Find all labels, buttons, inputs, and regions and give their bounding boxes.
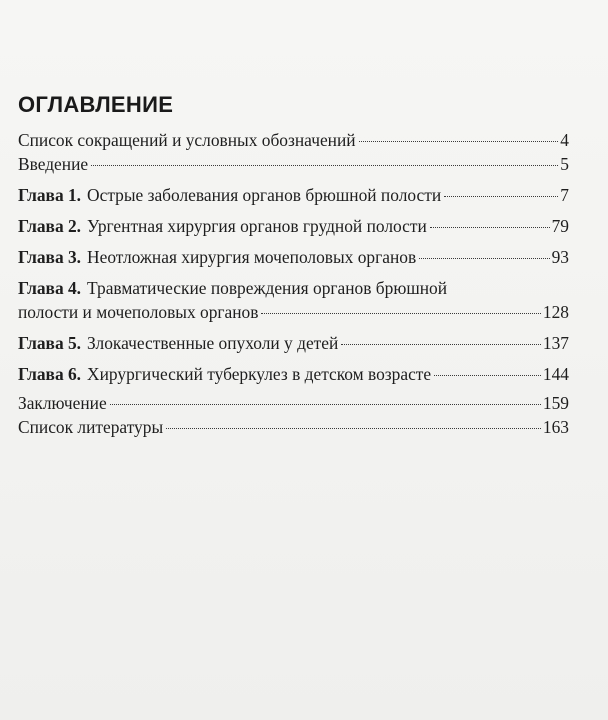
toc-entry-abbreviations	[18, 128, 569, 152]
toc-entry-chapter-6	[18, 362, 569, 386]
chapter-label: Глава 4.	[18, 278, 82, 298]
chapter-label: Глава 1.	[18, 185, 82, 205]
table-of-contents	[18, 128, 569, 439]
dot-leader	[341, 344, 541, 345]
toc-entry-chapter-3	[18, 245, 569, 269]
toc-entry-title: Ургентная хирургия органов грудной полости	[87, 216, 427, 236]
toc-entry-title: Список литературы	[18, 417, 164, 437]
toc-entry-title-line1: Травматические повреждения органов брюшной	[87, 278, 448, 298]
toc-entry-introduction	[18, 152, 569, 176]
dot-leader	[359, 141, 559, 142]
toc-entry-title: Введение	[18, 154, 89, 174]
toc-entry-title: Злокачественные опухоли у детей	[87, 333, 339, 353]
chapter-label: Глава 2.	[18, 216, 82, 236]
toc-page-number: 93	[551, 247, 569, 267]
toc-entry-title: Заключение	[18, 393, 107, 413]
dot-leader	[110, 404, 541, 405]
toc-entry-title-line2: полости и мочеполовых органов	[18, 302, 259, 322]
toc-page-number: 159	[542, 393, 569, 413]
toc-page-number: 79	[551, 216, 569, 236]
chapter-label: Глава 5.	[18, 333, 82, 353]
toc-entry-chapter-1	[18, 183, 569, 207]
show-through-text	[552, 96, 556, 112]
toc-page-number: 5	[560, 154, 569, 174]
dot-leader	[166, 428, 541, 429]
dot-leader	[430, 227, 550, 228]
toc-page-number: 128	[542, 302, 569, 322]
dot-leader	[419, 258, 549, 259]
toc-entry-title: Неотложная хирургия мочеполовых органов	[87, 247, 417, 267]
toc-page-number: 137	[542, 333, 569, 353]
dot-leader	[434, 375, 541, 376]
toc-entry-chapter-4	[18, 276, 569, 324]
toc-entry-title: Хирургический туберкулез в детском возрасте	[87, 364, 432, 384]
toc-page-number: 4	[560, 130, 569, 150]
chapter-label: Глава 6.	[18, 364, 82, 384]
toc-page-number: 7	[560, 185, 569, 205]
toc-page-number: 144	[542, 364, 569, 384]
dot-leader	[261, 313, 540, 314]
dot-leader	[91, 165, 558, 166]
toc-entry-conclusion	[18, 391, 569, 415]
dot-leader	[444, 196, 558, 197]
toc-entry-chapter-5	[18, 331, 569, 355]
toc-entry-chapter-2	[18, 214, 569, 238]
toc-entry-title: Острые заболевания органов брюшной полости	[87, 185, 442, 205]
toc-entry-references	[18, 415, 569, 439]
toc-entry-title: Список сокращений и условных обозначений	[18, 130, 356, 150]
chapter-label: Глава 3.	[18, 247, 82, 267]
page-title: ОГЛАВЛЕНИЕ	[18, 92, 174, 117]
toc-page-number: 163	[542, 417, 569, 437]
